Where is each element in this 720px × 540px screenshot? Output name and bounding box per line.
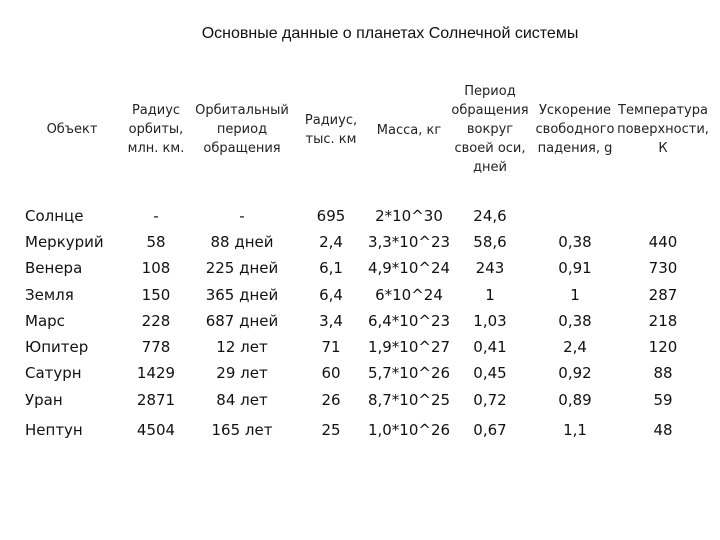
row-object-name: Сатурн xyxy=(25,364,82,382)
cell-gravity: 0,92 xyxy=(558,364,592,382)
cell-orbit-radius: 778 xyxy=(141,338,171,356)
cell-orbital-period: 165 лет xyxy=(211,421,273,439)
header-line: обращения xyxy=(203,141,281,156)
cell-temperature: 287 xyxy=(648,286,678,304)
cell-temperature: 59 xyxy=(653,391,673,409)
cell-orbit-radius: 1429 xyxy=(136,364,176,382)
header-line: орбиты, xyxy=(128,122,184,137)
cell-gravity: 0,38 xyxy=(558,312,592,330)
header-line: падения, g xyxy=(537,141,613,156)
cell-orbital-period: 365 дней xyxy=(205,286,279,304)
cell-orbit-radius: 4504 xyxy=(136,421,176,439)
cell-orbit-radius: 2871 xyxy=(136,391,176,409)
cell-rotation-period: 243 xyxy=(475,259,505,277)
cell-gravity: 1 xyxy=(570,286,580,304)
header-line: обращения xyxy=(451,103,529,118)
cell-radius: 2,4 xyxy=(319,233,343,251)
cell-orbital-period: 225 дней xyxy=(205,259,279,277)
cell-mass: 1,9*10^27 xyxy=(367,338,451,356)
cell-mass: 2*10^30 xyxy=(375,207,443,225)
header-line: Радиус xyxy=(131,103,181,118)
row-object-name: Уран xyxy=(25,391,63,409)
cell-radius: 25 xyxy=(321,421,341,439)
cell-orbit-radius: 108 xyxy=(141,259,171,277)
cell-temperature: 440 xyxy=(648,233,678,251)
cell-gravity: 2,4 xyxy=(563,338,587,356)
cell-temperature: 48 xyxy=(653,421,673,439)
header-line: тыс. км xyxy=(305,132,357,147)
cell-orbital-period: 84 лет xyxy=(216,391,268,409)
cell-temperature: 88 xyxy=(653,364,673,382)
row-object-name: Земля xyxy=(25,286,74,304)
cell-rotation-period: 58,6 xyxy=(473,233,507,251)
cell-radius: 6,4 xyxy=(319,286,343,304)
cell-rotation-period: 1 xyxy=(485,286,495,304)
header-line: Орбитальный xyxy=(195,103,289,118)
header-line: своей оси, xyxy=(454,141,526,156)
cell-mass: 5,7*10^26 xyxy=(367,364,451,382)
cell-mass: 4,9*10^24 xyxy=(367,259,451,277)
cell-gravity: 0,38 xyxy=(558,233,592,251)
row-object-name: Нептун xyxy=(25,421,83,439)
header-line: Период xyxy=(464,84,516,99)
cell-rotation-period: 0,67 xyxy=(473,421,507,439)
cell-temperature: 730 xyxy=(648,259,678,277)
header-line: вокруг xyxy=(466,122,514,137)
row-object-name: Меркурий xyxy=(25,233,104,251)
cell-temperature: 120 xyxy=(648,338,678,356)
cell-rotation-period: 0,41 xyxy=(473,338,507,356)
cell-rotation-period: 24,6 xyxy=(473,207,507,225)
cell-orbit-radius: 150 xyxy=(141,286,171,304)
header-line: поверхности, xyxy=(617,122,709,137)
header-line: Объект xyxy=(46,122,98,137)
row-object-name: Юпитер xyxy=(25,338,89,356)
row-object-name: Солнце xyxy=(25,207,84,225)
header-line: Ускорение xyxy=(538,103,612,118)
cell-radius: 695 xyxy=(316,207,346,225)
header-line: Температура xyxy=(618,103,708,118)
cell-orbital-period: 29 лет xyxy=(216,364,268,382)
cell-orbit-radius: 228 xyxy=(141,312,171,330)
cell-orbit-radius: - xyxy=(153,207,159,225)
cell-temperature: 218 xyxy=(648,312,678,330)
cell-orbital-period: 88 дней xyxy=(210,233,274,251)
page-title: Основные данные о планетах Солнечной системы xyxy=(201,25,579,42)
cell-mass: 8,7*10^25 xyxy=(367,391,451,409)
cell-mass: 3,3*10^23 xyxy=(367,233,451,251)
cell-rotation-period: 0,72 xyxy=(473,391,507,409)
header-line: период xyxy=(216,122,268,137)
header-line: К xyxy=(658,141,668,156)
cell-orbital-period: 12 лет xyxy=(216,338,268,356)
row-object-name: Венера xyxy=(25,259,83,277)
cell-gravity: 0,89 xyxy=(558,391,592,409)
header-line: свободного xyxy=(535,122,615,137)
header-line: Масса, кг xyxy=(376,123,442,138)
row-object-name: Марс xyxy=(25,312,65,330)
cell-orbital-period: 687 дней xyxy=(205,312,279,330)
header-line: Радиус, xyxy=(304,113,358,128)
cell-orbit-radius: 58 xyxy=(146,233,166,251)
cell-orbital-period: - xyxy=(239,207,245,225)
cell-mass: 6*10^24 xyxy=(375,286,443,304)
cell-rotation-period: 0,45 xyxy=(473,364,507,382)
cell-radius: 60 xyxy=(321,364,341,382)
column-header-temperature xyxy=(603,101,720,158)
cell-radius: 3,4 xyxy=(319,312,343,330)
cell-mass: 6,4*10^23 xyxy=(367,312,451,330)
cell-radius: 6,1 xyxy=(319,259,343,277)
header-line: млн. км. xyxy=(127,141,185,156)
cell-mass: 1,0*10^26 xyxy=(367,421,451,439)
cell-rotation-period: 1,03 xyxy=(473,312,507,330)
header-line: дней xyxy=(473,160,507,175)
cell-gravity: 1,1 xyxy=(563,421,587,439)
cell-radius: 26 xyxy=(321,391,341,409)
cell-radius: 71 xyxy=(321,338,341,356)
cell-gravity: 0,91 xyxy=(558,259,592,277)
